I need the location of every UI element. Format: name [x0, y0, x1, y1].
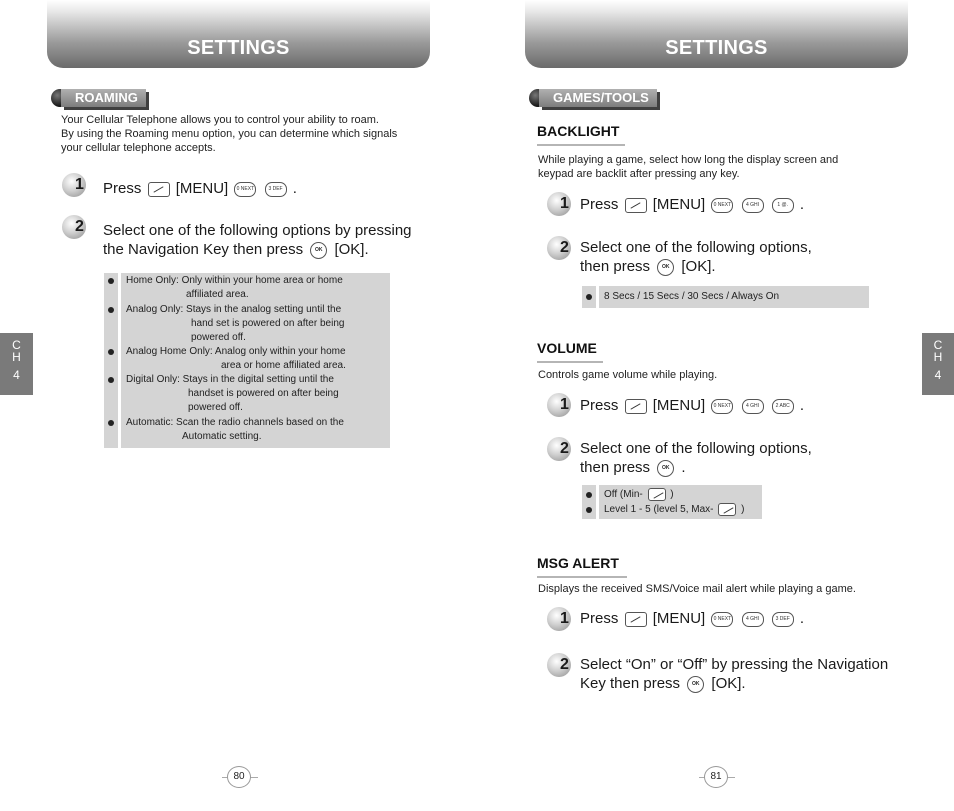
bullet-icon	[586, 507, 592, 513]
step-1-text: Press [MENU] 0 NEXT 3 DEF .	[103, 180, 297, 197]
backlight-step-2-badge: 2	[547, 236, 573, 262]
option-analog-home-only: Analog Home Only: Analog only within your home area or home affiliated area.	[126, 346, 346, 371]
volume-heading: VOLUME	[537, 340, 603, 363]
left-softkey-icon	[648, 488, 666, 501]
roaming-intro: Your Cellular Telephone allows you to control your ability to roam. By using the Roaming menu option, you can determine which signals your cellular telephone accepts.	[61, 114, 398, 154]
key-2-icon: 2 ABC	[772, 399, 794, 414]
page-number-right: 81	[704, 766, 728, 788]
key-3-icon: 3 DEF	[772, 612, 794, 627]
msg-alert-step-2-badge: 2	[547, 653, 573, 679]
bullet-icon	[108, 377, 114, 383]
volume-step-1-badge: 1	[547, 393, 573, 419]
left-page-header	[47, 0, 430, 68]
key-4-icon: 4 GHI	[742, 612, 764, 627]
key-1-icon: 1 @.	[772, 198, 794, 213]
key-0-icon: 0 NEXT	[711, 198, 733, 213]
option-home-only: Home Only: Only within your home area or home affiliated area.	[126, 275, 343, 300]
key-4-icon: 4 GHI	[742, 198, 764, 213]
bullet-icon	[108, 349, 114, 355]
key-0-icon: 0 NEXT	[711, 399, 733, 414]
right-header-title: SETTINGS	[665, 37, 768, 59]
step-2-badge: 2	[62, 215, 88, 241]
ok-key-icon: OK	[310, 242, 327, 259]
right-page-header	[525, 0, 908, 68]
volume-step-2-text: Select one of the following options, then press OK .	[580, 440, 812, 476]
left-softkey-icon	[625, 612, 647, 627]
option-digital-only: Digital Only: Stays in the digital setting until the handset is powered on after being powered off.	[126, 374, 339, 413]
bullet-icon	[108, 278, 114, 284]
backlight-step-1-text: Press [MENU] 0 NEXT 4 GHI 1 @. .	[580, 196, 805, 213]
option-automatic: Automatic: Scan the radio channels based on the Automatic setting.	[126, 417, 344, 442]
ok-key-icon: OK	[657, 259, 674, 276]
msg-alert-heading: MSG ALERT	[537, 555, 627, 578]
right-softkey-icon	[718, 503, 736, 516]
section-tag-games-tools	[529, 88, 679, 110]
left-header-title: SETTINGS	[187, 37, 290, 59]
bullet-icon	[586, 294, 592, 300]
step-2-text: Select one of the following options by pressing the Navigation Key then press OK [OK].	[103, 222, 412, 258]
page-number-left: 80	[227, 766, 251, 788]
volume-step-1-text: Press [MENU] 0 NEXT 4 GHI 2 ABC .	[580, 397, 805, 414]
left-softkey-icon	[625, 399, 647, 414]
bullet-icon	[108, 420, 114, 426]
bullet-icon	[586, 492, 592, 498]
msg-alert-step-1-badge: 1	[547, 607, 573, 633]
key-0-icon: 0 NEXT	[234, 182, 256, 197]
ok-key-icon: OK	[687, 676, 704, 693]
backlight-step-2-text: Select one of the following options, then press OK [OK].	[580, 239, 812, 275]
backlight-heading: BACKLIGHT	[537, 123, 625, 146]
section-tag-label: GAMES/TOOLS	[539, 89, 657, 107]
volume-step-2-badge: 2	[547, 437, 573, 463]
volume-option-off: Off (Min- )	[604, 489, 674, 501]
bullet-icon	[108, 307, 114, 313]
backlight-option: 8 Secs / 15 Secs / 30 Secs / Always On	[604, 291, 780, 302]
section-tag-roaming	[51, 88, 161, 110]
msg-alert-step-1-text: Press [MENU] 0 NEXT 4 GHI 3 DEF .	[580, 610, 805, 627]
backlight-desc: While playing a game, select how long the display screen and keypad are backlit after pressing any key.	[538, 154, 839, 180]
section-tag-label: ROAMING	[61, 89, 146, 107]
chapter-tab-left: C H 4	[0, 333, 33, 395]
left-softkey-icon	[148, 182, 170, 197]
option-analog-only: Analog Only: Stays in the analog setting until the hand set is powered on after being powered off.	[126, 304, 345, 343]
msg-alert-desc: Displays the received SMS/Voice mail alert while playing a game.	[538, 583, 856, 595]
key-4-icon: 4 GHI	[742, 399, 764, 414]
left-softkey-icon	[625, 198, 647, 213]
msg-alert-step-2-text: Select “On” or “Off” by pressing the Navigation Key then press OK [OK].	[580, 656, 889, 692]
key-3-icon: 3 DEF	[265, 182, 287, 197]
ok-key-icon: OK	[657, 460, 674, 477]
chapter-tab-right: C H 4	[922, 333, 954, 395]
key-0-icon: 0 NEXT	[711, 612, 733, 627]
volume-option-level: Level 1 - 5 (level 5, Max- )	[604, 504, 745, 516]
backlight-step-1-badge: 1	[547, 192, 573, 218]
volume-desc: Controls game volume while playing.	[538, 369, 718, 381]
step-1-badge: 1	[62, 173, 88, 199]
